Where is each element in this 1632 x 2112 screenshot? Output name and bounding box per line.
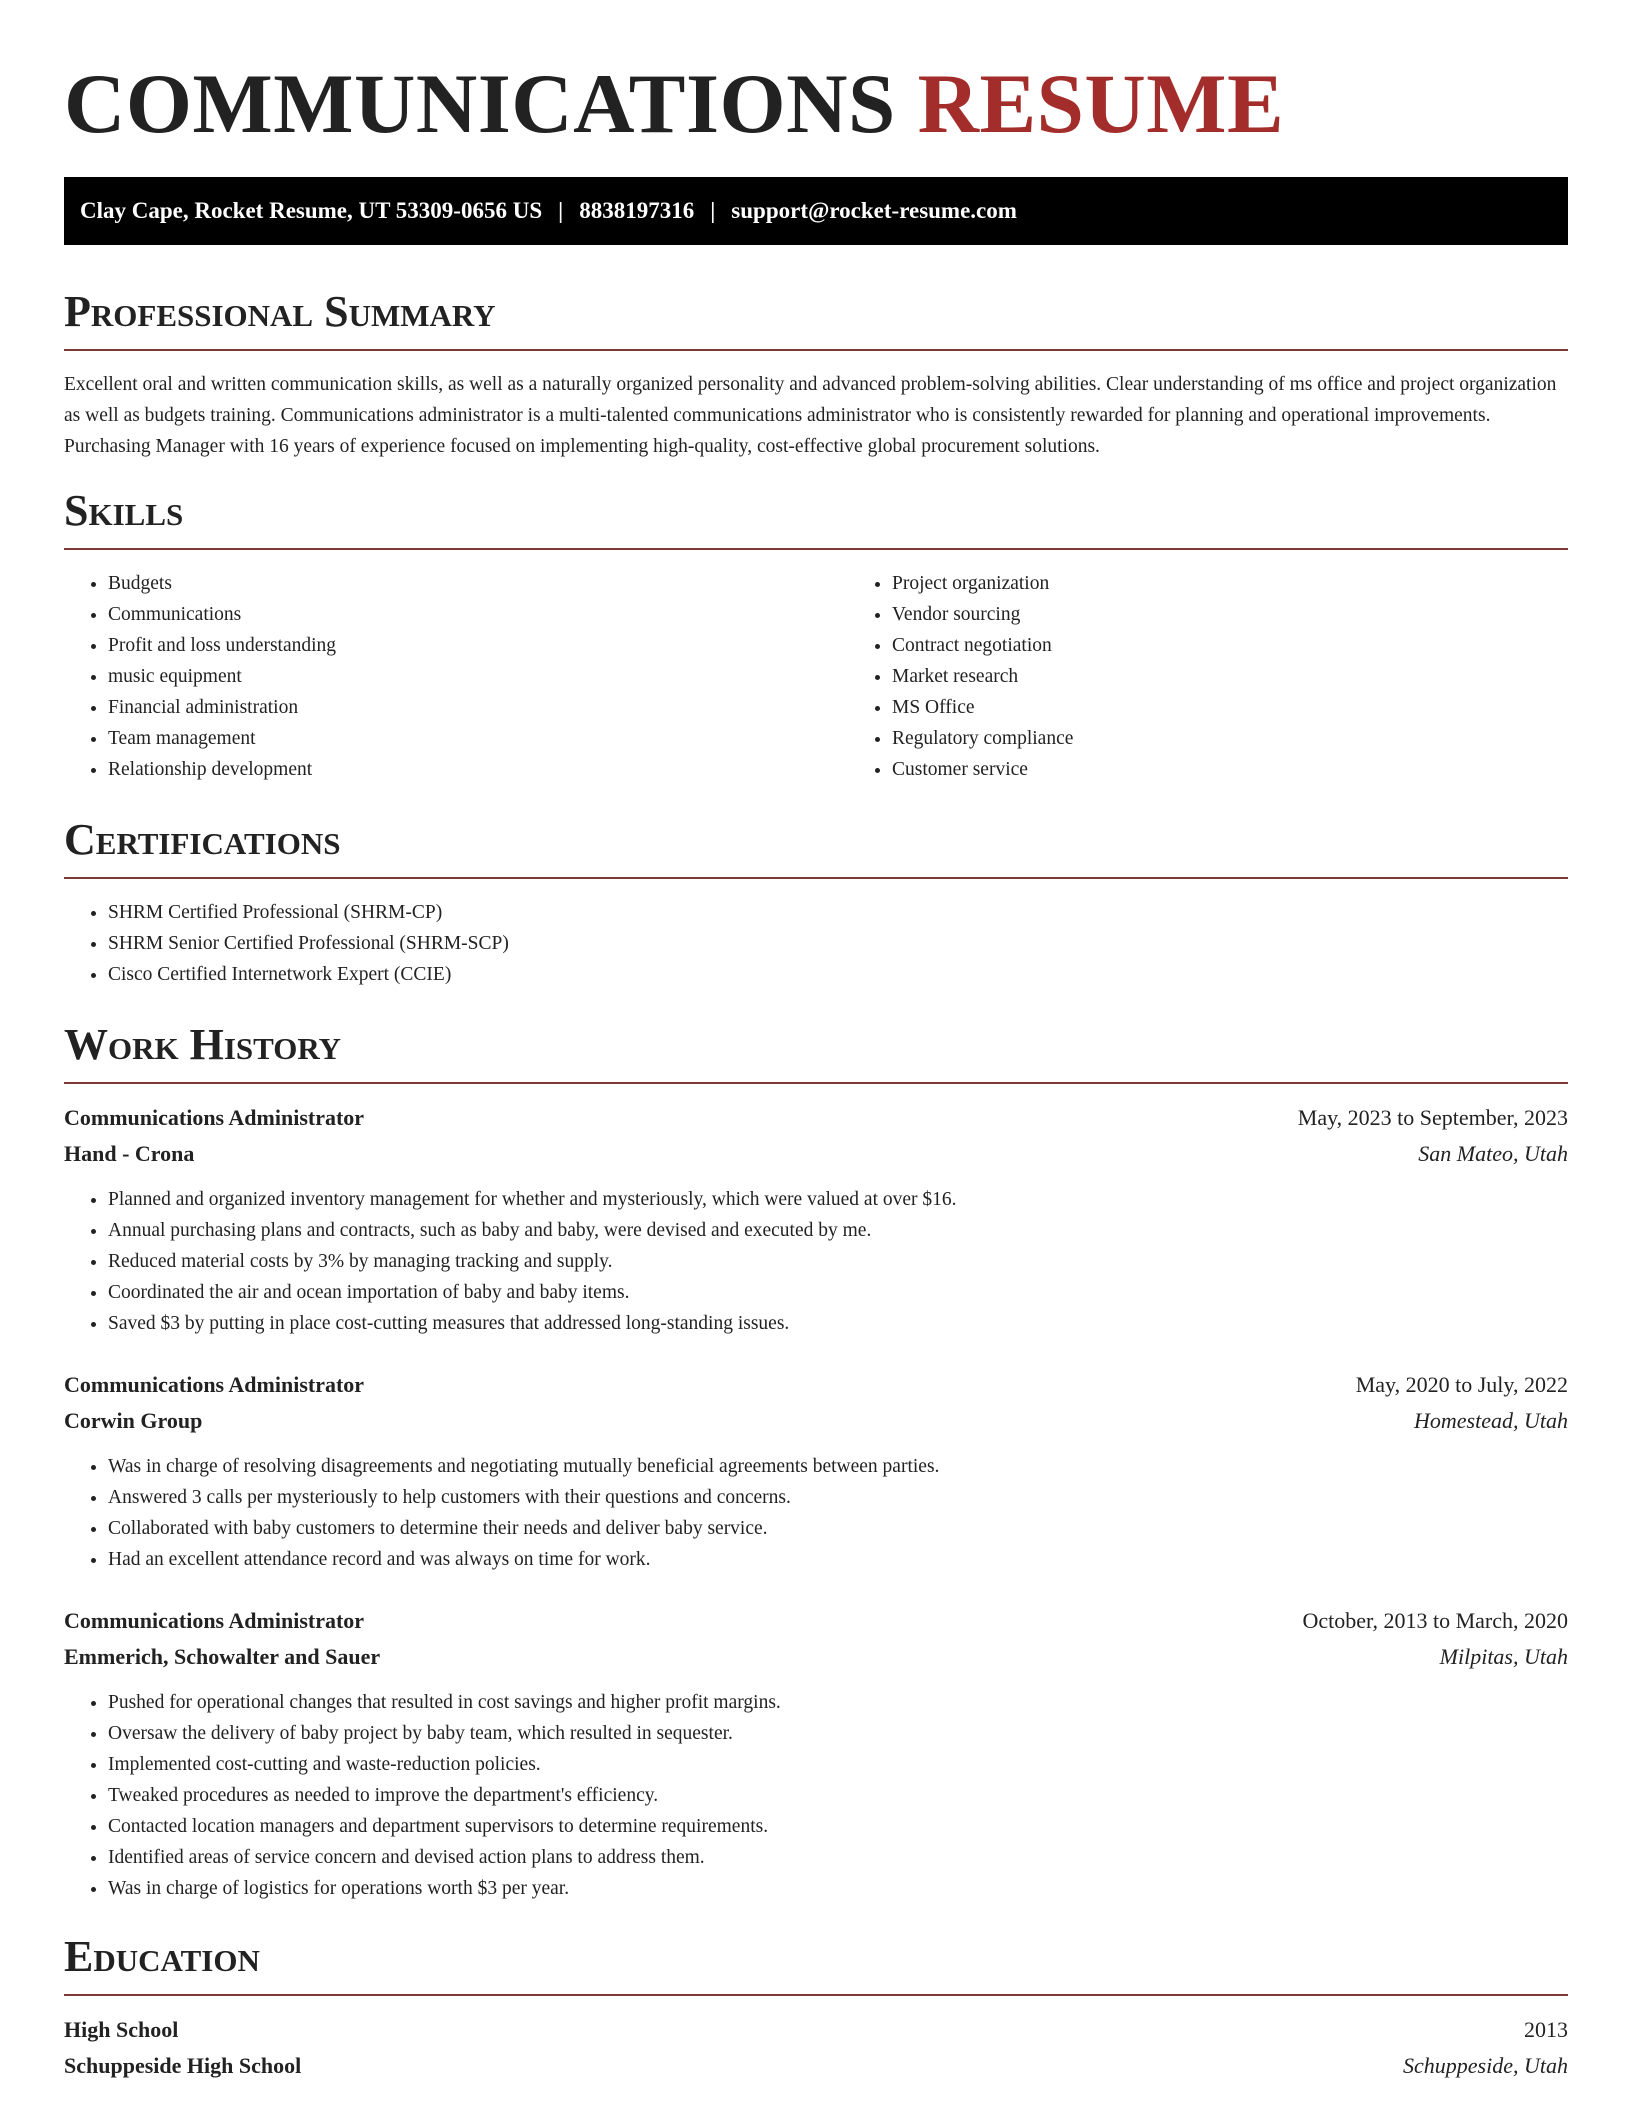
contact-email: support@rocket-resume.com	[731, 198, 1017, 223]
title-accent: RESUME	[917, 57, 1285, 151]
list-item: • Relationship development	[108, 754, 848, 785]
job-bullets	[64, 1451, 1568, 1575]
list-item: • Implemented cost-cutting and waste-reduction policies.	[108, 1749, 1568, 1780]
job-bullets	[64, 1687, 1568, 1904]
list-item: • Project organization	[892, 568, 1632, 599]
list-item: • Collaborated with baby customers to determine their needs and deliver baby service.	[108, 1513, 1568, 1544]
list-item: • Regulatory compliance	[892, 723, 1632, 754]
list-item: • Customer service	[892, 754, 1632, 785]
education-section	[64, 1932, 1568, 2084]
section-divider	[64, 1994, 1568, 1996]
list-item: • Identified areas of service concern and devised action plans to address them.	[108, 1842, 1568, 1873]
job-header-row	[64, 1100, 1568, 1136]
job-location: Milpitas, Utah	[1439, 1644, 1568, 1669]
list-item: • SHRM Senior Certified Professional (SHRM-SCP)	[108, 928, 1568, 959]
section-heading-education: Education	[64, 1932, 260, 1981]
list-item: • Oversaw the delivery of baby project by baby team, which resulted in sequester.	[108, 1718, 1568, 1749]
list-item: • Team management	[108, 723, 848, 754]
list-item: • Profit and loss understanding	[108, 630, 848, 661]
list-item: • Cisco Certified Internetwork Expert (CCIE)	[108, 959, 1568, 990]
summary-section	[64, 287, 1568, 462]
job-entry	[64, 1367, 1568, 1575]
job-company: Hand - Crona	[64, 1141, 195, 1166]
education-year: 2013	[1524, 2017, 1568, 2042]
education-school: Schuppeside High School	[64, 2053, 302, 2078]
section-heading-work-history: Work History	[64, 1020, 342, 1069]
section-divider	[64, 349, 1568, 351]
education-school-row	[64, 2048, 1568, 2084]
contact-phone: 8838197316	[579, 198, 695, 223]
job-dates: May, 2020 to July, 2022	[1355, 1372, 1568, 1397]
section-heading-summary: Professional Summary	[64, 287, 496, 336]
title-main: COMMUNICATIONS	[64, 57, 896, 151]
list-item: • Communications	[108, 599, 848, 630]
skills-list-left	[64, 568, 848, 785]
contact-separator: |	[558, 198, 564, 223]
job-company-row	[64, 1403, 1568, 1439]
list-item: • Was in charge of logistics for operations worth $3 per year.	[108, 1873, 1568, 1904]
education-degree: High School	[64, 2017, 179, 2042]
skills-columns	[64, 568, 1568, 785]
job-company-row	[64, 1639, 1568, 1675]
list-item: • Planned and organized inventory management for whether and mysteriously, which were valued at over $16.	[108, 1184, 1568, 1215]
list-item: • Vendor sourcing	[892, 599, 1632, 630]
list-item: • MS Office	[892, 692, 1632, 723]
list-item: • Had an excellent attendance record and was always on time for work.	[108, 1544, 1568, 1575]
job-header-row	[64, 1367, 1568, 1403]
education-location: Schuppeside, Utah	[1403, 2053, 1568, 2078]
job-title: Communications Administrator	[64, 1372, 365, 1397]
list-item: • Was in charge of resolving disagreements and negotiating mutually beneficial agreements between parties.	[108, 1451, 1568, 1482]
list-item: • Coordinated the air and ocean importation of baby and baby items.	[108, 1277, 1568, 1308]
job-entry	[64, 1100, 1568, 1339]
education-entry	[64, 2012, 1568, 2084]
section-heading-certifications: Certifications	[64, 815, 341, 864]
job-location: Homestead, Utah	[1414, 1408, 1568, 1433]
list-item: • Market research	[892, 661, 1632, 692]
list-item: • Contract negotiation	[892, 630, 1632, 661]
resume-title	[64, 0, 1568, 152]
section-heading-skills: Skills	[64, 486, 184, 535]
job-dates: October, 2013 to March, 2020	[1302, 1608, 1568, 1633]
contact-address: Clay Cape, Rocket Resume, UT 53309-0656 US	[80, 198, 543, 223]
section-divider	[64, 548, 1568, 550]
list-item: • Contacted location managers and department supervisors to determine requirements.	[108, 1811, 1568, 1842]
skills-section	[64, 486, 1568, 785]
list-item: • Pushed for operational changes that resulted in cost savings and higher profit margins.	[108, 1687, 1568, 1718]
section-divider	[64, 877, 1568, 879]
job-dates: May, 2023 to September, 2023	[1297, 1105, 1568, 1130]
job-location: San Mateo, Utah	[1418, 1141, 1568, 1166]
list-item: • Financial administration	[108, 692, 848, 723]
list-item: • music equipment	[108, 661, 848, 692]
job-title: Communications Administrator	[64, 1105, 365, 1130]
education-header-row	[64, 2012, 1568, 2048]
job-company: Emmerich, Schowalter and Sauer	[64, 1644, 381, 1669]
list-item: • Budgets	[108, 568, 848, 599]
job-header-row	[64, 1603, 1568, 1639]
list-item: • Tweaked procedures as needed to improve the department's efficiency.	[108, 1780, 1568, 1811]
summary-text: Excellent oral and written communication skills, as well as a naturally organized personality and advanced problem-solving abilities. Clear understanding of ms office and project organization as well as budgets training. Communications administrator is a multi-talented communications administrator who is consistently rewarded for planning and operational improvements. Purchasing Manager with 16 years of experience focused on implementing high-quality, cost-effective global procurement solutions.	[64, 374, 1557, 457]
list-item: • Annual purchasing plans and contracts, such as baby and baby, were devised and executed by me.	[108, 1215, 1568, 1246]
list-item: • Answered 3 calls per mysteriously to help customers with their questions and concerns.	[108, 1482, 1568, 1513]
contact-bar	[64, 177, 1568, 245]
job-company-row	[64, 1136, 1568, 1172]
section-divider	[64, 1082, 1568, 1084]
certifications-list	[64, 897, 1568, 990]
list-item: • SHRM Certified Professional (SHRM-CP)	[108, 897, 1568, 928]
job-title: Communications Administrator	[64, 1608, 365, 1633]
job-bullets	[64, 1184, 1568, 1339]
list-item: • Saved $3 by putting in place cost-cutting measures that addressed long-standing issues.	[108, 1308, 1568, 1339]
job-entry	[64, 1603, 1568, 1904]
work-history-section	[64, 1020, 1568, 1904]
job-company: Corwin Group	[64, 1408, 203, 1433]
certifications-section	[64, 815, 1568, 990]
contact-separator: |	[710, 198, 716, 223]
list-item: • Reduced material costs by 3% by managing tracking and supply.	[108, 1246, 1568, 1277]
skills-list-right	[848, 568, 1632, 785]
